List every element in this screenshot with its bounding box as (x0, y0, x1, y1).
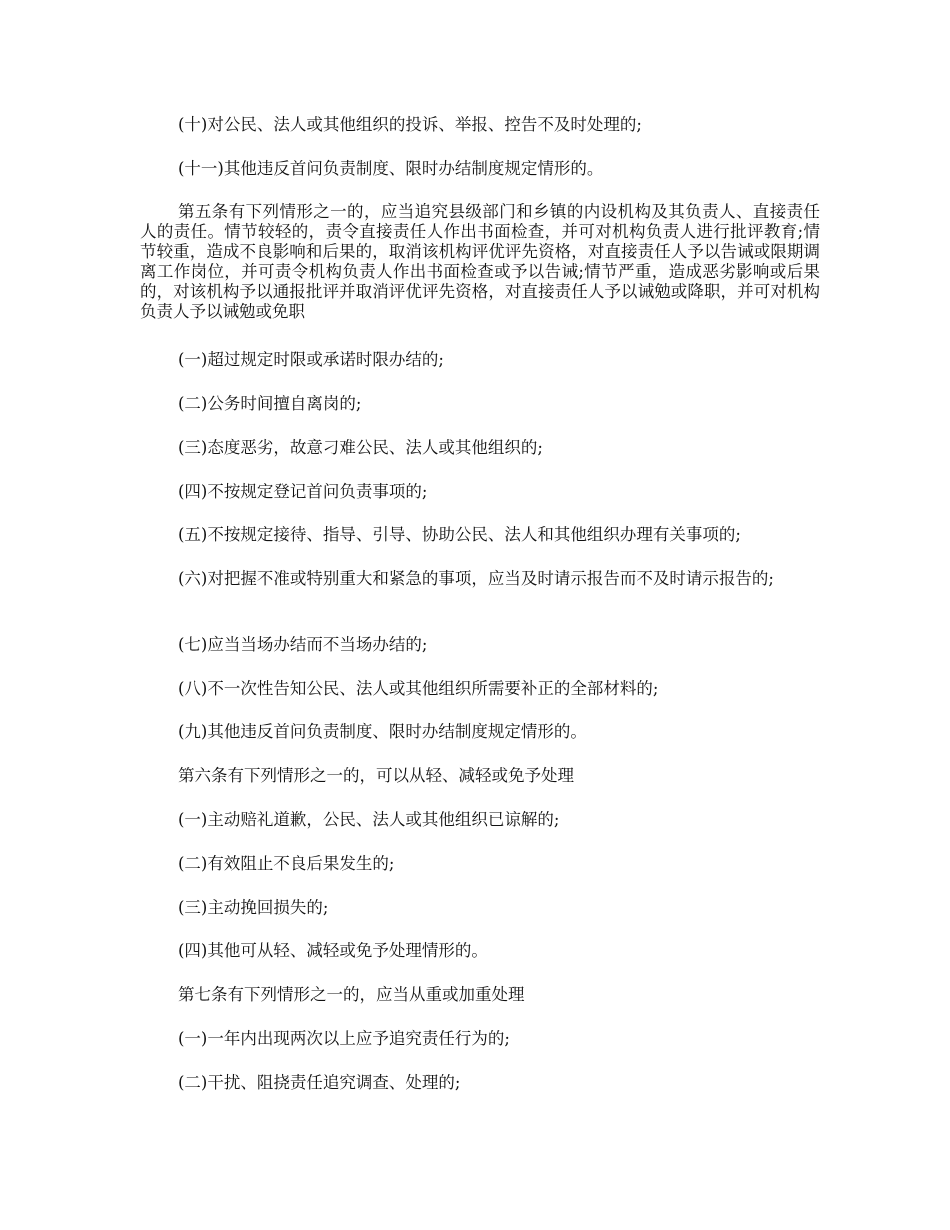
paragraph-4: (一)超过规定时限或承诺时限办结的; (178, 350, 444, 369)
paragraph-9: (六)对把握不准或特别重大和紧急的事项，应当及时请示报告而不及时请示报告的; (178, 569, 774, 588)
paragraph-20: (二)干扰、阻挠责任追究调查、处理的; (178, 1073, 461, 1092)
paragraph-11: (八)不一次性告知公民、法人或其他组织所需要补正的全部材料的; (178, 679, 659, 698)
paragraph-5: (二)公务时间擅自离岗的; (178, 394, 362, 413)
paragraph-1: (十)对公民、法人或其他组织的投诉、举报、控告不及时处理的; (178, 115, 642, 134)
paragraph-18: 第七条有下列情形之一的，应当从重或加重处理 (178, 985, 525, 1004)
paragraph-8: (五)不按规定接待、指导、引导、协助公民、法人和其他组织办理有关事项的; (178, 525, 741, 544)
paragraph-13: 第六条有下列情形之一的，可以从轻、减轻或免予处理 (178, 766, 574, 785)
paragraph-15: (二)有效阻止不良后果发生的; (178, 854, 395, 873)
paragraph-3: 第五条有下列情形之一的，应当追究县级部门和乡镇的内设机构及其负责人、直接责任人的责任。情节较轻的，责令直接责任人作出书面检查，并可对机构负责人进行批评教育;情节较重，造成不良影响和后果的，取消该机构评优评先资格，对直接责任人予以告诫或限期调离工作岗位，并可责令机构负责人作出书面检查或予以告诫;情节严重，造成恶劣影响或后果的，对该机构予以通报批评并取消评优评先资格，对直接责任人予以诫勉或降职，并可对机构负责人予以诫勉或免职 (140, 202, 820, 321)
paragraph-17: (四)其他可从轻、减轻或免予处理情形的。 (178, 941, 488, 960)
paragraph-14: (一)主动赔礼道歉，公民、法人或其他组织已谅解的; (178, 810, 560, 829)
paragraph-10: (七)应当当场办结而不当场办结的; (178, 635, 428, 654)
paragraph-16: (三)主动挽回损失的; (178, 898, 329, 917)
paragraph-7: (四)不按规定登记首问负责事项的; (178, 482, 428, 501)
paragraph-12: (九)其他违反首问负责制度、限时办结制度规定情形的。 (178, 722, 587, 741)
paragraph-2: (十一)其他违反首问负责制度、限时办结制度规定情形的。 (178, 159, 604, 178)
paragraph-19: (一)一年内出现两次以上应予追究责任行为的; (178, 1029, 510, 1048)
paragraph-6: (三)态度恶劣，故意刁难公民、法人或其他组织的; (178, 438, 543, 457)
